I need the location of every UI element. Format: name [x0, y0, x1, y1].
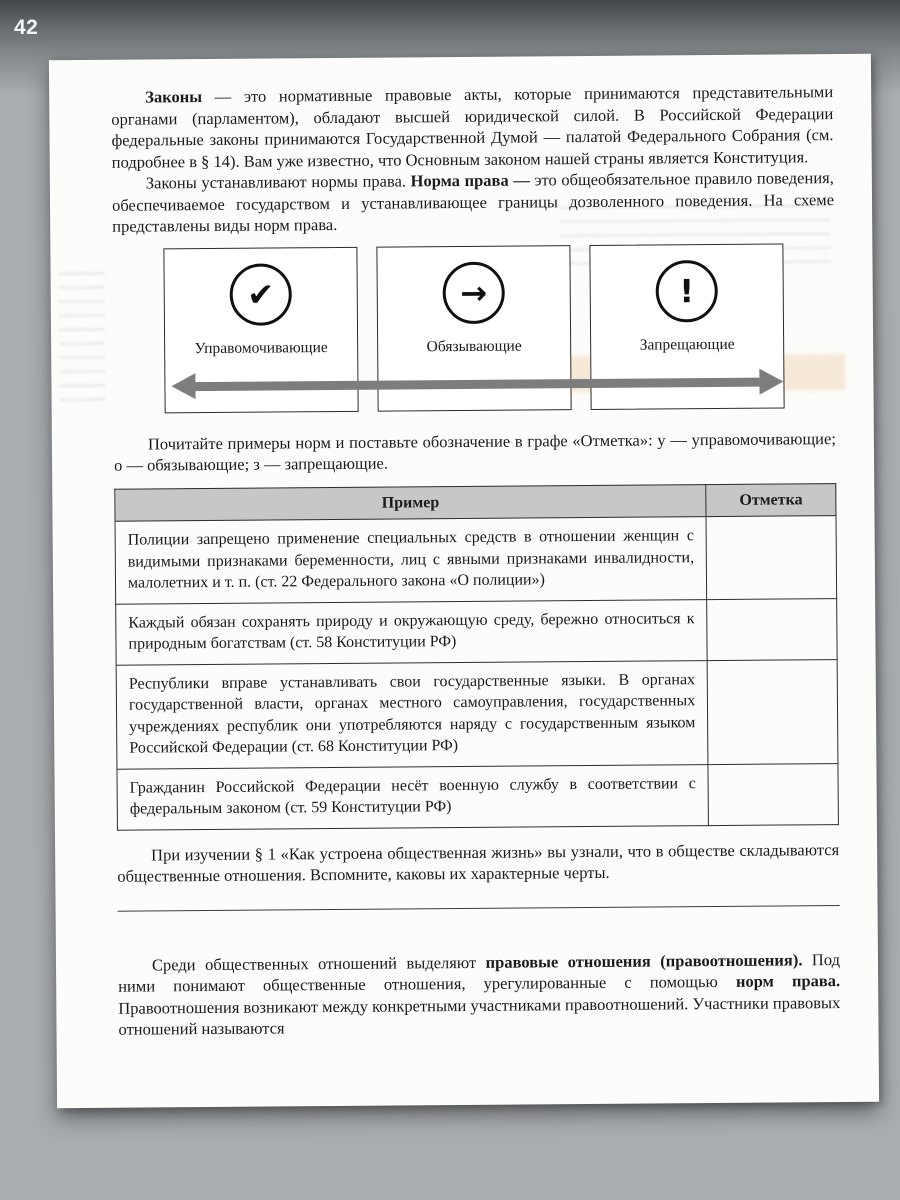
table-row	[117, 763, 838, 830]
diagram-label-empowering: Управомочивающие	[194, 338, 328, 357]
paragraph-laws-definition-text: — это нормативные правовые акты, которые принимаются представительными органами (парламентом), обладают высшей юридической силой. В Российской Федерации федеральные законы принимаются Государственной Думой — палатой Федерального Собрания (см. подробнее в § 14). Вам уже известно, что Основным законом нашей страны является Конституция.	[111, 82, 834, 172]
legal-relations-part-3: Правоотношения возникают между конкретными участниками правоотношений. Участники правовых отношений называются	[118, 992, 841, 1039]
mark-cell	[707, 598, 837, 660]
diagram-label-prohibiting: Запрещающие	[639, 335, 735, 354]
diagram-label-obliging: Обязывающие	[426, 337, 522, 355]
example-cell: Полиции запрещено применение специальных средств в отношении женщин с видимыми признаками беременности, лиц с явными признаками инвалидности, малолетних и т. п. (ст. 22 Федерального закона «О полиции»)	[115, 517, 707, 604]
paragraph-recall-question: При изучении § 1 «Как устроена общественная жизнь» вы узнали, что в обществе складываются общественные отношения. Вспомните, каковы их характерные черты.	[117, 839, 840, 886]
example-cell: Республики вправе устанавливать свои государственные языки. В органах государственной власти, органах местного самоуправления, государственных учреждениях республик они употребляются наряду с государственным языком Российской Федерации (ст. 68 Конституции РФ)	[116, 660, 708, 769]
column-header-mark: Отметка	[706, 483, 836, 517]
legal-relations-part-2: Под ними понимают общественные отношения, урегулированные с помощью	[118, 949, 841, 996]
answer-blank-line	[118, 904, 840, 912]
page-content	[49, 54, 879, 1108]
example-cell: Гражданин Российской Федерации несёт военную службу в соответствии с федеральным законом (ст. 59 Конституции РФ)	[117, 764, 709, 830]
paragraph-norm-lead: Законы устанавливают нормы права.	[145, 171, 411, 193]
norms-table-body	[115, 516, 838, 830]
mark-cell	[708, 763, 838, 825]
table-row	[115, 516, 837, 604]
term-norms-of-law: норм права.	[735, 971, 841, 991]
mark-cell	[706, 516, 836, 600]
term-laws: Законы	[145, 87, 203, 107]
column-header-example: Пример	[115, 484, 706, 521]
paragraph-laws-definition	[111, 81, 834, 173]
table-row	[116, 598, 837, 665]
exclamation-icon: !	[655, 259, 717, 321]
check-icon: ✔	[229, 263, 291, 325]
paragraph-legal-relations	[118, 949, 841, 1041]
page-number: 42	[14, 16, 39, 39]
paragraph-norm-rest: это общеобязательное правило поведения, обеспечиваемое государством и устанавливающее границы дозволенного поведения. На схеме представлены виды норм права.	[111, 168, 835, 236]
norm-types-diagram	[112, 243, 835, 414]
book-page	[49, 54, 879, 1108]
example-cell: Каждый обязан сохранять природу и окружающую среду, бережно относиться к природным богатствам (ст. 58 Конституции РФ)	[116, 599, 708, 665]
paragraph-norm-definition	[112, 167, 834, 237]
mark-cell	[707, 659, 838, 764]
table-row	[116, 659, 838, 769]
term-legal-relations: правовые отношения (правоотношения).	[485, 949, 803, 972]
term-norm-of-law: Норма права —	[410, 170, 530, 191]
arrow-right-icon: →	[442, 261, 504, 323]
legal-relations-part-1: Среди общественных отношений выделяют	[151, 952, 486, 974]
paragraph-task-instruction: Почитайте примеры норм и поставьте обозначение в графе «Отметка»: у — управомочивающие; о — обязывающие; з — запрещающие.	[114, 428, 836, 475]
norms-table	[114, 483, 839, 831]
